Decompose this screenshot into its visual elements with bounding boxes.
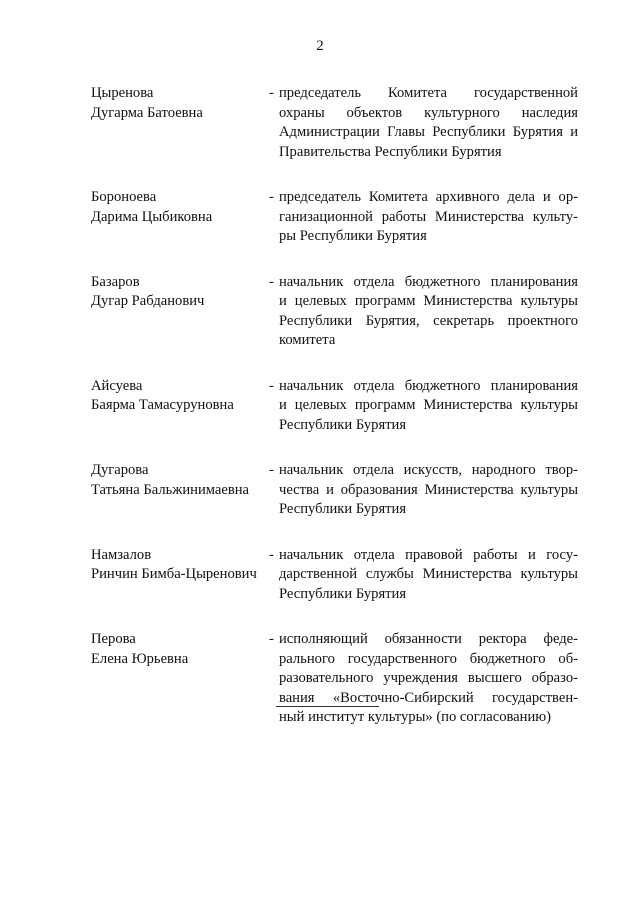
member-given-names: Дарима Цыбиковна (91, 208, 213, 225)
position-line: ганизационной работы Министерства культу- (279, 208, 578, 225)
member-position (279, 377, 578, 436)
position-line: Правительства Республики Бурятия (279, 143, 502, 160)
member-name (91, 546, 269, 585)
member-entry (91, 630, 578, 728)
member-position (279, 273, 578, 351)
member-given-names: Баярма Тамасуруновна (91, 397, 234, 413)
position-line: комитета (279, 332, 336, 348)
member-name (91, 630, 269, 669)
member-given-names: Ринчин Бимба-Цыренович (91, 566, 257, 582)
member-name (91, 461, 269, 500)
member-name (91, 84, 269, 123)
member-surname: Бороноева (91, 189, 157, 205)
member-given-names: Татьяна Бальжинимаевна (91, 481, 250, 498)
page-number: 2 (316, 38, 324, 54)
position-line: Республики Бурятия (279, 585, 407, 602)
position-line: начальник отдела искусств, народного твор- (279, 462, 578, 478)
position-line: ры Республики Бурятия (279, 228, 427, 244)
position-line: председатель Комитета государственной (279, 85, 578, 101)
member-surname: Цыренова (91, 85, 154, 101)
member-given-names: Дугар Рабданович (91, 293, 205, 309)
member-position (279, 188, 578, 247)
dash-separator: - (269, 85, 274, 101)
position-line: председатель Комитета архивного дела и ор- (279, 189, 578, 205)
dash-separator: - (269, 631, 274, 647)
dash-separator: - (269, 377, 274, 394)
member-given-names: Дугарма Батоевна (91, 104, 203, 121)
member-entry (91, 546, 578, 605)
member-entry (91, 273, 578, 351)
member-surname: Базаров (91, 273, 140, 290)
position-line: чества и образования Министерства культуры (279, 481, 578, 498)
position-line: рального государственного бюджетного об- (279, 650, 578, 667)
position-line: вания «Восточно-Сибирский государствен- (279, 689, 578, 706)
position-line: начальник отдела правовой работы и госу- (279, 546, 578, 563)
position-line: начальник отдела бюджетного планирования (279, 377, 578, 394)
position-line: Администрации Главы Республики Бурятия и (279, 124, 578, 140)
position-line: Республики Бурятия, секретарь проектного (279, 312, 578, 329)
member-given-names: Елена Юрьевна (91, 650, 189, 667)
member-position (279, 84, 578, 162)
dash-separator: - (269, 189, 274, 205)
position-line: разовательного учреждения высшего образо- (279, 670, 578, 686)
position-line: Республики Бурятия (279, 501, 407, 517)
position-line: исполняющий обязанности ректора феде- (279, 631, 578, 647)
member-entry (91, 461, 578, 520)
member-position (279, 546, 578, 605)
member-entry (91, 377, 578, 436)
position-line: начальник отдела бюджетного планирования (279, 273, 578, 290)
position-line: Республики Бурятия (279, 416, 407, 433)
position-line: ный институт культуры» (по согласованию) (279, 709, 552, 725)
position-line: дарственной службы Министерства культуры (279, 566, 578, 582)
member-name (91, 188, 269, 227)
dash-separator: - (269, 546, 274, 563)
committee-member-list (91, 84, 578, 754)
dash-separator: - (269, 273, 274, 290)
position-line: охраны объектов культурного наследия (279, 104, 578, 121)
member-name (91, 273, 269, 312)
member-surname: Айсуева (91, 377, 143, 394)
member-surname: Перова (91, 631, 136, 647)
member-surname: Дугарова (91, 462, 149, 478)
position-line: и целевых программ Министерства культуры (279, 293, 578, 309)
member-position (279, 461, 578, 520)
closing-rule (276, 706, 379, 707)
position-line: и целевых программ Министерства культуры (279, 397, 578, 413)
member-surname: Намзалов (91, 546, 152, 563)
member-position (279, 630, 578, 728)
member-entry (91, 84, 578, 162)
member-name (91, 377, 269, 416)
member-entry (91, 188, 578, 247)
dash-separator: - (269, 462, 274, 478)
